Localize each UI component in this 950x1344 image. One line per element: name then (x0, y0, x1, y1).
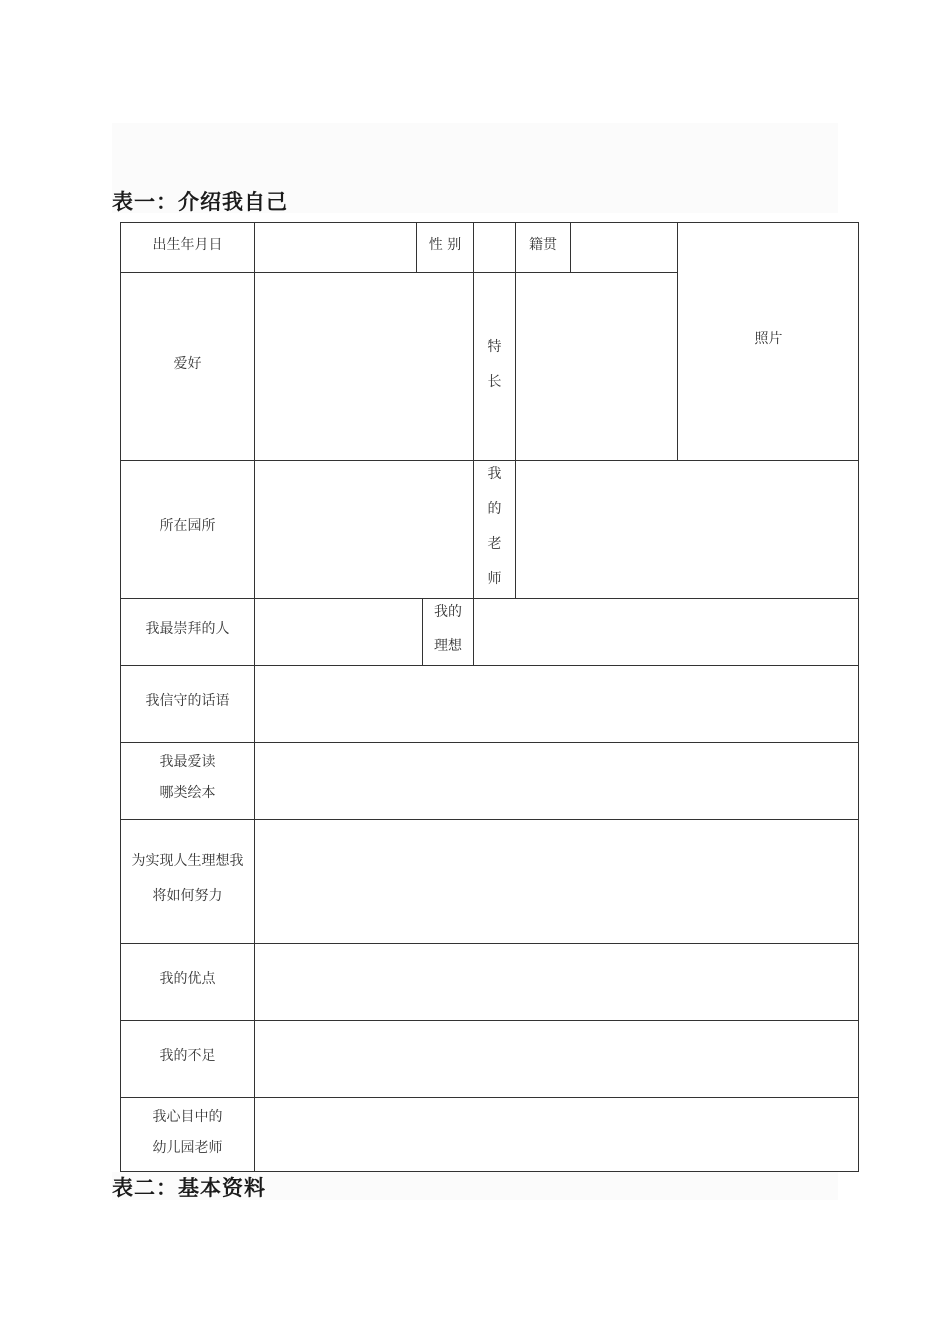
specialty-label-2: 长 (487, 374, 502, 390)
hobby-field[interactable] (255, 273, 473, 460)
strengths-label: 我的优点 (159, 971, 216, 987)
teacher-label-3: 老 (487, 536, 502, 552)
ideal-teacher-label-2: 幼儿园老师 (152, 1140, 223, 1156)
native-place-label: 籍贯 (529, 237, 557, 253)
ideal-label-1: 我的 (434, 604, 462, 620)
effort-label-1: 为实现人生理想我 (131, 853, 244, 869)
idol-label: 我最崇拜的人 (145, 621, 230, 637)
gender-label: 性 别 (428, 237, 462, 253)
idol-field[interactable] (255, 599, 422, 665)
books-field[interactable] (255, 743, 858, 819)
birth-date-label: 出生年月日 (152, 237, 223, 253)
specialty-field[interactable] (516, 273, 677, 460)
kindergarten-label: 所在园所 (159, 518, 216, 534)
gender-field[interactable] (474, 223, 515, 272)
teacher-label-4: 师 (487, 571, 502, 587)
photo-label: 照片 (754, 331, 783, 347)
native-place-field[interactable] (571, 223, 677, 272)
effort-label-2: 将如何努力 (152, 888, 223, 904)
table2-title: 表二：基本资料 (112, 1176, 266, 1200)
effort-field[interactable] (255, 820, 858, 943)
motto-field[interactable] (255, 666, 858, 742)
books-label-2: 哪类绘本 (159, 785, 216, 801)
weaknesses-field[interactable] (255, 1021, 858, 1097)
ideal-teacher-field[interactable] (255, 1098, 858, 1172)
ideal-field[interactable] (474, 599, 858, 665)
specialty-label-1: 特 (487, 339, 502, 355)
teacher-label-2: 的 (487, 501, 502, 517)
strengths-field[interactable] (255, 944, 858, 1020)
teacher-field[interactable] (516, 461, 858, 598)
birth-date-field[interactable] (255, 223, 416, 272)
weaknesses-label: 我的不足 (159, 1048, 216, 1064)
table1-title: 表一：介绍我自己 (112, 190, 288, 214)
ideal-label-2: 理想 (434, 638, 462, 654)
teacher-label-1: 我 (487, 466, 502, 482)
motto-label: 我信守的话语 (145, 693, 230, 709)
kindergarten-field[interactable] (255, 461, 473, 598)
hobby-label: 爱好 (173, 356, 202, 372)
books-label-1: 我最爱读 (159, 754, 216, 770)
ideal-teacher-label-1: 我心目中的 (152, 1109, 223, 1125)
